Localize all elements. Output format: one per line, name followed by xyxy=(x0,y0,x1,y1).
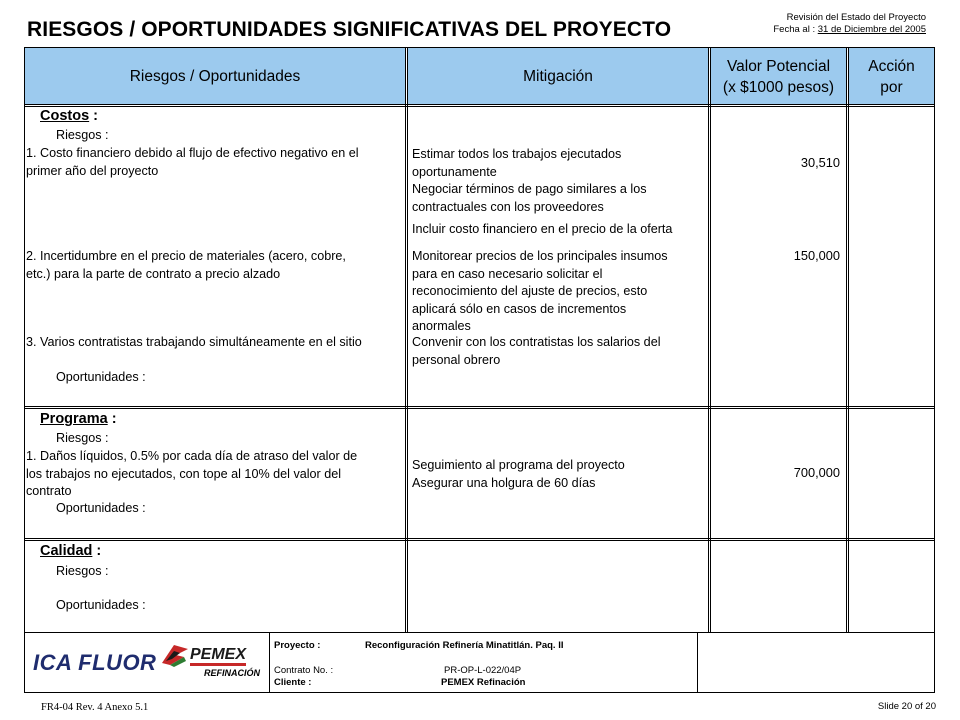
section-programa-title: Programa : xyxy=(40,411,117,427)
risk-table xyxy=(24,47,935,693)
revision-label: Revisión del Estado del Proyecto xyxy=(786,12,926,23)
calidad-riesgos-label: Riesgos : xyxy=(56,564,109,578)
costos-value-1: 30,510 xyxy=(800,155,840,170)
ica-fluor-logo: ICA FLUOR xyxy=(33,650,157,675)
proyecto-value: Reconfiguración Refinería Minatitlán. Paq. II xyxy=(365,640,564,651)
cliente-label: Cliente : xyxy=(274,677,312,688)
costos-mitigation-1: Estimar todos los trabajos ejecutados oportunamente Negociar términos de pago similares a los contractuales con los proveedores Incluir costo financiero en el precio de la oferta xyxy=(412,147,673,236)
revision-info xyxy=(773,12,926,36)
slide-number: Slide 20 of 20 xyxy=(877,701,936,712)
contrato-label: Contrato No. : xyxy=(274,665,334,676)
header-action-label: Acción por xyxy=(868,58,915,96)
costos-mitigation-2: Monitorear precios de los principales insumos para en caso necesario solicitar el reconocimiento del ajuste de precios, esto aplicará sólo en casos de incrementos anormales xyxy=(412,249,668,333)
page-title: RIESGOS / OPORTUNIDADES SIGNIFICATIVAS DEL PROYECTO xyxy=(27,18,672,41)
costos-mitigation-3: Convenir con los contratistas los salarios del personal obrero xyxy=(412,335,661,367)
proyecto-label: Proyecto : xyxy=(274,640,321,651)
cliente-value: PEMEX Refinación xyxy=(441,677,526,688)
header-value-label: Valor Potencial (x $1000 pesos) xyxy=(722,58,835,96)
pemex-eagle-icon xyxy=(160,643,190,667)
costos-risk-1: 1. Costo financiero debido al flujo de efectivo negativo en el primer año del proyecto xyxy=(26,146,359,178)
section-calidad-title: Calidad : xyxy=(40,543,102,559)
costos-riesgos-label: Riesgos : xyxy=(56,128,109,142)
costos-risk-2: 2. Incertidumbre en el precio de materiales (acero, cobre, etc.) para la parte de contrato a precio alzado xyxy=(26,249,346,281)
costos-value-2: 150,000 xyxy=(793,248,840,263)
contrato-value: PR-OP-L-022/04P xyxy=(444,665,522,676)
refinacion-label: REFINACIÓN xyxy=(204,668,260,678)
programa-oportunidades-label: Oportunidades : xyxy=(56,501,146,515)
header-mitigation-label: Mitigación xyxy=(523,68,593,85)
pemex-logo: PEMEX xyxy=(190,646,246,666)
section-costos-title: Costos : xyxy=(40,108,99,124)
form-reference: FR4-04 Rev. 4 Anexo 5.1 xyxy=(41,702,149,713)
programa-risk-1: 1. Daños líquidos, 0.5% por cada día de atraso del valor de los trabajos no ejecutados, con tope al 10% del valor del contrato xyxy=(26,449,358,498)
revision-date: Fecha al : 31 de Diciembre del 2005 xyxy=(773,24,926,35)
costos-oportunidades-label: Oportunidades : xyxy=(56,370,146,384)
costos-risk-3: 3. Varios contratistas trabajando simultáneamente en el sitio xyxy=(26,335,362,349)
calidad-oportunidades-label: Oportunidades : xyxy=(56,598,146,612)
programa-riesgos-label: Riesgos : xyxy=(56,431,109,445)
programa-mitigation-1: Seguimiento al programa del proyecto Asegurar una holgura de 60 días xyxy=(412,458,625,490)
programa-value-1: 700,000 xyxy=(793,465,840,480)
header-risks-label: Riesgos / Oportunidades xyxy=(129,68,301,85)
